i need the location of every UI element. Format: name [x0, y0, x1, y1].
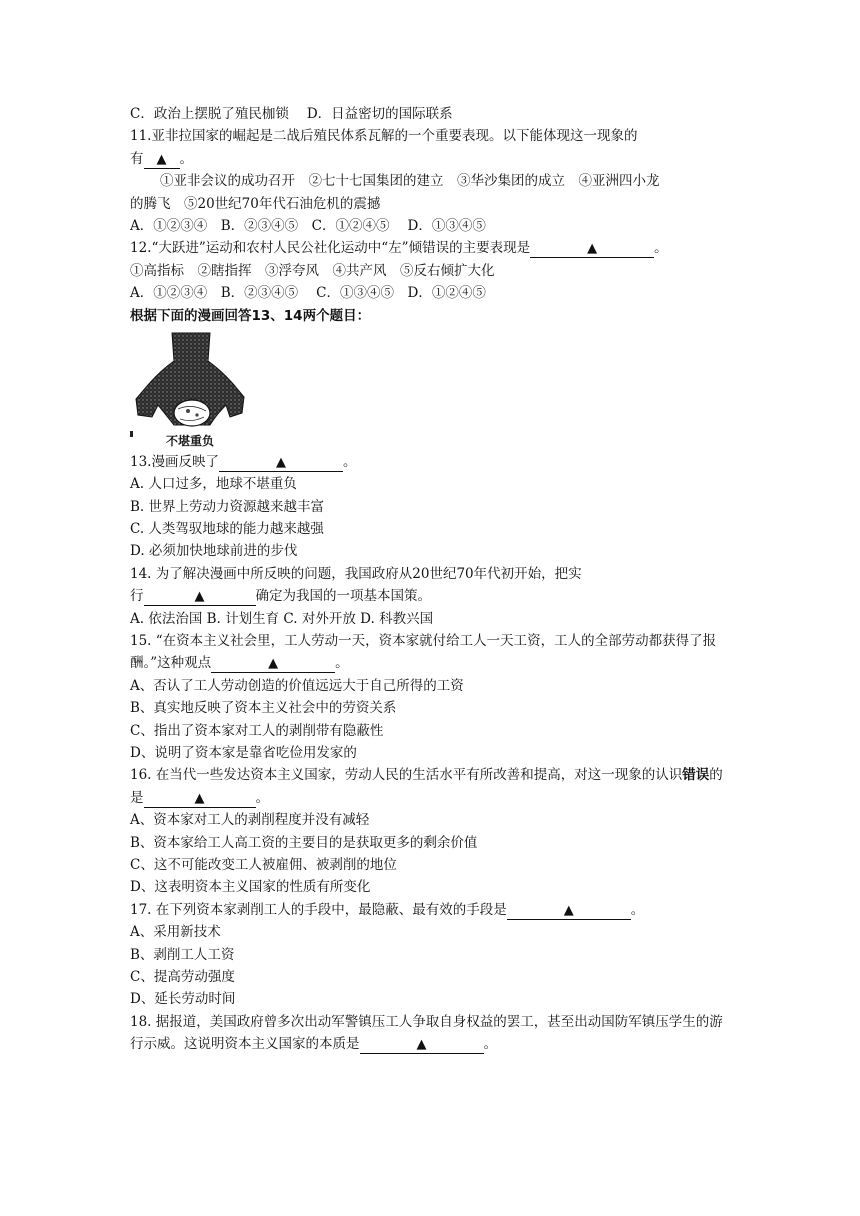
answer-marker-icon: ▲: [416, 1037, 427, 1053]
q17-option-c: C、提高劳动强度: [130, 968, 235, 985]
q14-answer-blank[interactable]: [144, 588, 256, 606]
q18-answer-blank[interactable]: [360, 1036, 484, 1054]
q18-stem-line-1: 18. 据报道，美国政府曾多次出动军警镇压工人争取自身权益的罢工，甚至出动国防军镇压学生的游: [130, 1013, 723, 1030]
q15-option-c: C、指出了资本家对工人的剥削带有隐蔽性: [130, 722, 384, 739]
q16-option-a: A、资本家对工人的剥削程度并没有减轻: [130, 812, 370, 829]
answer-marker-icon: ▲: [563, 902, 574, 918]
q15-option-d: D、说明了资本家是靠省吃俭用发家的: [130, 744, 357, 761]
q10-option-c: C．政治上摆脱了殖民枷锁: [130, 106, 289, 122]
answer-marker-icon: ▲: [268, 656, 279, 672]
q13-answer-blank[interactable]: [219, 454, 343, 472]
answer-marker-icon: ▲: [194, 790, 205, 806]
q12-items: ①高指标 ②瞎指挥 ③浮夸风 ④共产风 ⑤反右倾扩大化: [130, 262, 495, 279]
q11-option-b: B．②③④⑤: [220, 217, 299, 234]
q14-stem-line-2: 行 ▲ 确定为我国的一项基本国策。: [130, 588, 431, 605]
q16-option-b: B、资本家给工人高工资的主要目的是获取更多的剩余价值: [130, 834, 478, 851]
q16-answer-blank[interactable]: [144, 790, 256, 808]
q14-options: A. 依法治国 B. 计划生育 C. 对外开放 D. 科教兴国: [130, 610, 434, 627]
q16-stem-line-1: 16. 在当代一些发达资本主义国家，劳动人民的生活水平有所改善和提高，对这一现象的认识错误的: [130, 767, 723, 784]
q15-answer-blank[interactable]: [211, 655, 335, 673]
q15-stem-line-1: 15. “在资本主义社会里，工人劳动一天，资本家就付给工人一天工资，工人的全部劳动都获得了报: [130, 633, 717, 650]
q11-stem-line-2: 有 ▲ 。: [130, 150, 193, 167]
q12-option-a: A．①②③④: [130, 285, 208, 302]
q17-answer-blank[interactable]: [507, 902, 631, 920]
q16-keyword-wrong: 错误: [682, 767, 710, 784]
q15-stem-line-2: 酬。”这种观点 ▲ 。: [130, 655, 349, 672]
q12-option-b: B．②③④⑤: [220, 285, 299, 302]
q16-option-c: C、这不可能改变工人被雇佣、被剥削的地位: [130, 856, 397, 873]
exam-page: [130, 103, 730, 1055]
q17-stem: 17. 在下列资本家剥削工人的手段中，最隐蔽、最有效的手段是 ▲ 。: [130, 901, 645, 918]
q11-items-line-1: ①亚非会议的成功召开 ②七十七国集团的建立 ③华沙集团的成立 ④亚洲四小龙: [160, 173, 660, 190]
q14-stem-line-1: 14. 为了解决漫画中所反映的问题，我国政府从20世纪70年代初开始，把实: [130, 565, 582, 582]
q13-option-c: C. 人类驾驭地球的能力越来越强: [130, 521, 324, 538]
q16-stem-line-2: 是 ▲ 。: [130, 789, 269, 806]
answer-marker-icon: ▲: [156, 151, 167, 167]
q15-option-b: B、真实地反映了资本主义社会中的劳资关系: [130, 700, 397, 717]
q17-option-d: D、延长劳动时间: [130, 991, 236, 1008]
q11-option-d: D．①③④⑤: [407, 217, 486, 234]
q17-option-b: B、剥削工人工资: [130, 946, 235, 963]
cartoon-caption: 不堪重负: [165, 433, 215, 448]
q12-stem: 12.“大跃进”运动和农村人民公社化运动中“左”倾错误的主要表现是 ▲ 。: [130, 240, 668, 257]
q12-options: [130, 282, 730, 304]
q12-option-d: D．①②④⑤: [407, 285, 486, 302]
q10-options: [130, 103, 730, 125]
cartoon-intro: 根据下面的漫画回答13、14两个题目：: [130, 307, 371, 324]
q11-items-line-2: 的腾飞 ⑤20世纪70年代石油危机的震撼: [130, 195, 381, 212]
cartoon-image: [130, 331, 250, 449]
q11-options: [130, 215, 730, 237]
q13-option-d: D. 必须加快地球前进的步伐: [130, 543, 298, 560]
answer-marker-icon: ▲: [275, 454, 286, 470]
q13-option-a: A. 人口过多，地球不堪重负: [130, 476, 297, 493]
q11-option-a: A．①②③④: [130, 217, 208, 234]
answer-marker-icon: ▲: [587, 241, 598, 257]
q18-stem-line-2: 行示威。这说明资本主义国家的本质是 ▲ 。: [130, 1036, 497, 1053]
q12-option-c: C．①③④⑤: [316, 285, 395, 302]
q13-stem: 13.漫画反映了 ▲ 。: [130, 453, 357, 470]
q11-option-c: C．①②④⑤: [311, 217, 390, 234]
q11-stem-line-1: 11.亚非拉国家的崛起是二战后殖民体系瓦解的一个重要表现。以下能体现这一现象的: [130, 128, 638, 145]
q13-option-b: B. 世界上劳动力资源越来越丰富: [130, 498, 325, 515]
answer-marker-icon: ▲: [194, 589, 205, 605]
q17-option-a: A、采用新技术: [130, 924, 221, 941]
q10-option-d: D．日益密切的国际联系: [306, 106, 453, 122]
q15-option-a: A、否认了工人劳动创造的价值远远大于自己所得的工资: [130, 677, 464, 694]
q11-answer-blank[interactable]: [144, 151, 180, 169]
q16-option-d: D、这表明资本主义国家的性质有所变化: [130, 879, 371, 896]
q12-answer-blank[interactable]: [530, 240, 654, 258]
cartoon-drawing: [130, 331, 250, 449]
